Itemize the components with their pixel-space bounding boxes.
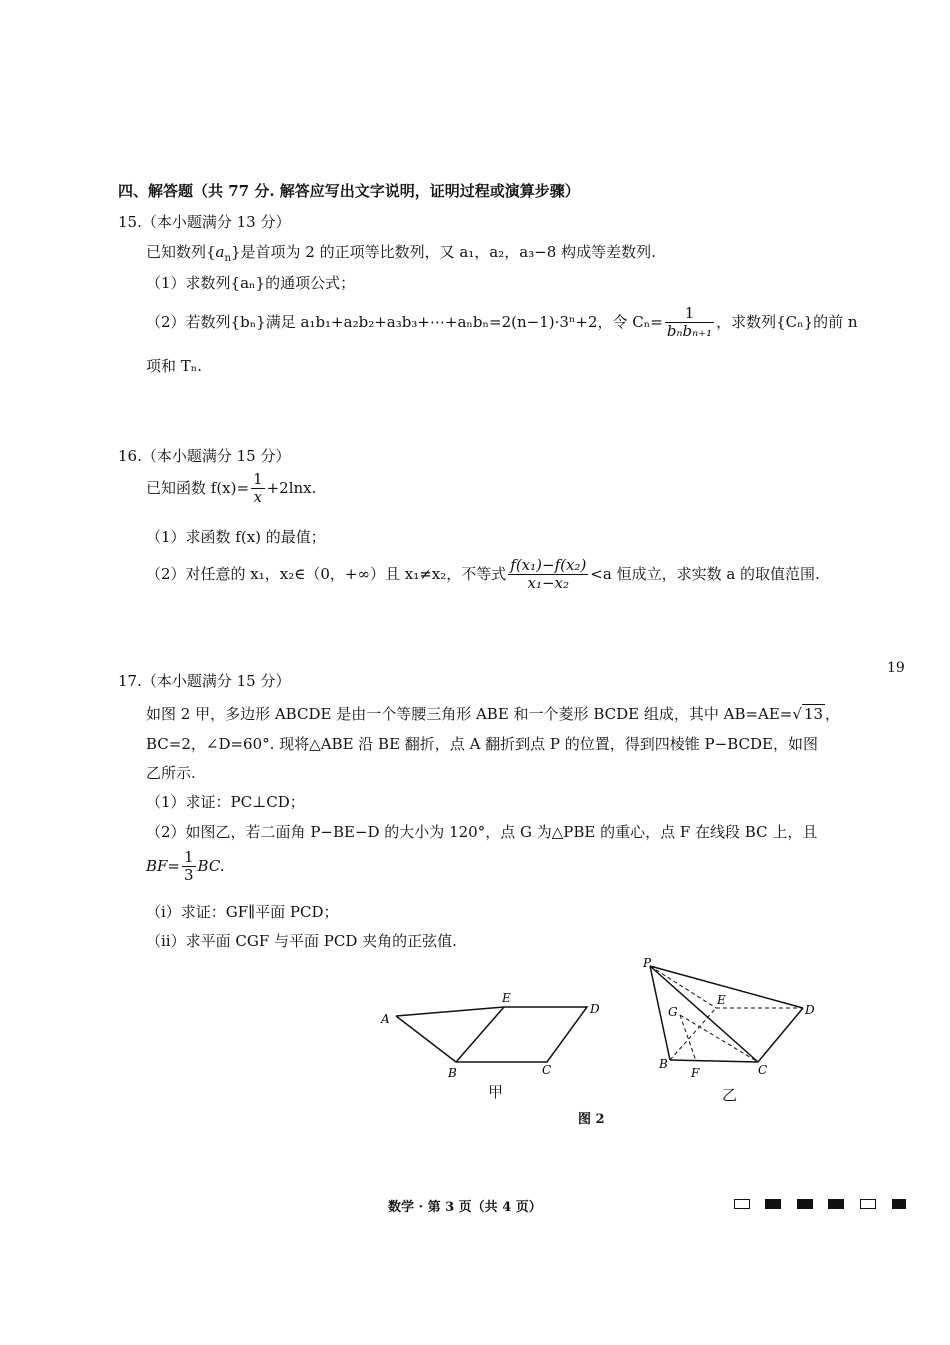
edge-pe xyxy=(650,966,716,1008)
q17-bf-num: 1 xyxy=(184,848,194,866)
figure-left-outline xyxy=(396,1007,587,1062)
figure-title: 图 2 xyxy=(578,1112,605,1127)
footer-marker-4 xyxy=(828,1199,844,1209)
edge-gf xyxy=(680,1015,696,1061)
q15-part2-text-b: ，求数列{Cₙ}的前 n xyxy=(716,312,858,331)
edge-bc xyxy=(670,1060,758,1062)
q15-part2-tail: 项和 Tₙ. xyxy=(146,357,203,375)
section-title: 四、解答题（共 77 分. 解答应写出文字说明，证明过程或演算步骤） xyxy=(118,182,580,200)
q17-line3: 乙所示. xyxy=(146,764,196,782)
footer-marker-1 xyxy=(734,1199,750,1209)
label-left-a: A xyxy=(381,1012,390,1026)
q17-bf-den: 3 xyxy=(184,866,194,885)
edge-pb xyxy=(650,966,670,1060)
label-right-p: P xyxy=(643,956,652,970)
q16-part1: （1）求函数 f(x) 的最值； xyxy=(146,528,326,546)
label-right-c: C xyxy=(758,1063,768,1077)
q15-fraction-den: bₙbₙ₊₁ xyxy=(666,322,713,341)
q17-bf-fraction xyxy=(182,849,196,885)
q15-part1: （1）求数列{aₙ}的通项公式； xyxy=(146,274,356,292)
q17-part-ii: （ii）求平面 CGF 与平面 PCD 夹角的正弦值. xyxy=(146,932,457,950)
label-right-e: E xyxy=(717,993,726,1007)
q16-stem-text-a: 已知函数 f(x)= xyxy=(146,478,250,497)
q17-bf-text-b: BC. xyxy=(197,856,225,875)
q17-head: 17.（本小题满分 15 分） xyxy=(118,672,291,690)
q15-part2-text-a: （2）若数列{bₙ}满足 a₁b₁+a₂b₂+a₃b₃+⋯+aₙbₙ=2(n−1)·3ⁿ+2，令 Cₙ= xyxy=(146,312,663,331)
q15-stem-part1: 已知数列{ xyxy=(146,243,216,261)
label-right-g: G xyxy=(668,1005,678,1019)
label-left-c: C xyxy=(542,1063,552,1077)
footer-marker-2 xyxy=(765,1199,781,1209)
figure-left-caption: 甲 xyxy=(488,1083,504,1101)
q17-part1: （1）求证：PC⊥CD； xyxy=(146,793,305,811)
q17-part-i: （i）求证：GF∥平面 PCD； xyxy=(146,903,339,921)
q15-head: 15.（本小题满分 13 分） xyxy=(118,213,291,231)
q15-stem-part2: }是首项为 2 的正项等比数列，又 a₁，a₂，a₃−8 构成等差数列. xyxy=(230,243,656,261)
figure-right-caption: 乙 xyxy=(722,1086,738,1104)
q17-line1-text-a: 如图 2 甲，多边形 ABCDE 是由一个等腰三角形 ABE 和一个菱形 BCDE 组成，其中 AB=AE= xyxy=(146,705,793,723)
q16-part2-text-a: （2）对任意的 x₁，x₂∈（0，+∞）且 x₁≠x₂，不等式 xyxy=(146,564,507,583)
footer-marker-5 xyxy=(860,1199,876,1209)
q16-part2 xyxy=(146,557,820,593)
q17-part2: （2）如图乙，若二面角 P−BE−D 的大小为 120°，点 G 为△PBE 的重心，点 F 在线段 BC 上，且 xyxy=(146,823,818,841)
q16-part2-text-b: <a 恒成立，求实数 a 的取值范围. xyxy=(590,564,820,583)
q16-fraction-2 xyxy=(508,557,588,593)
label-right-d: D xyxy=(805,1003,815,1017)
q17-bf-text-a: BF= xyxy=(146,856,180,875)
footer-marker-3 xyxy=(797,1199,813,1209)
edge-cd xyxy=(758,1008,803,1062)
page-footer: 数学 · 第 3 页（共 4 页） xyxy=(388,1200,542,1215)
q15-fraction xyxy=(665,305,714,341)
q16-head: 16.（本小题满分 15 分） xyxy=(118,447,291,465)
q16-stem xyxy=(146,471,316,507)
q15-part2 xyxy=(146,305,858,341)
sqrt-symbol: √ xyxy=(792,705,802,723)
q16-fraction-den: x xyxy=(253,488,263,507)
side-mark: 19 xyxy=(887,660,905,676)
q16-fraction-2-den: x₁−x₂ xyxy=(527,574,570,593)
q15-fraction-num: 1 xyxy=(665,305,714,323)
q17-bf-line xyxy=(146,849,225,885)
figure-right xyxy=(630,955,830,1085)
label-right-f: F xyxy=(691,1066,700,1080)
q17-sqrt-value: 13 xyxy=(803,705,824,723)
q16-stem-text-b: +2lnx. xyxy=(266,478,317,497)
q15-stem-symbol: a xyxy=(215,243,225,261)
q15-stem: 已知数列$\{a_n\}$是首项为 2 的正项等比数列，又 a₁，a₂，a₃−8 构成等差数列. xyxy=(146,243,656,264)
label-left-b: B xyxy=(448,1066,457,1080)
label-right-b: B xyxy=(659,1057,668,1071)
q16-fraction-num: 1 xyxy=(253,470,263,488)
edge-gc xyxy=(680,1015,758,1062)
q17-line1-text-b: ， xyxy=(825,705,841,723)
figure-left-be xyxy=(456,1007,504,1062)
q17-line1 xyxy=(146,703,840,724)
q16-fraction xyxy=(251,471,265,507)
q17-line2: BC=2，∠D=60°. 现将△ABE 沿 BE 翻折，点 A 翻折到点 P 的位置，得到四棱锥 P−BCDE，如图 xyxy=(146,735,818,753)
footer-marker-6 xyxy=(892,1199,906,1209)
label-left-d: D xyxy=(590,1002,600,1016)
label-left-e: E xyxy=(502,991,511,1005)
q16-fraction-2-num: f(x₁)−f(x₂) xyxy=(510,556,587,574)
